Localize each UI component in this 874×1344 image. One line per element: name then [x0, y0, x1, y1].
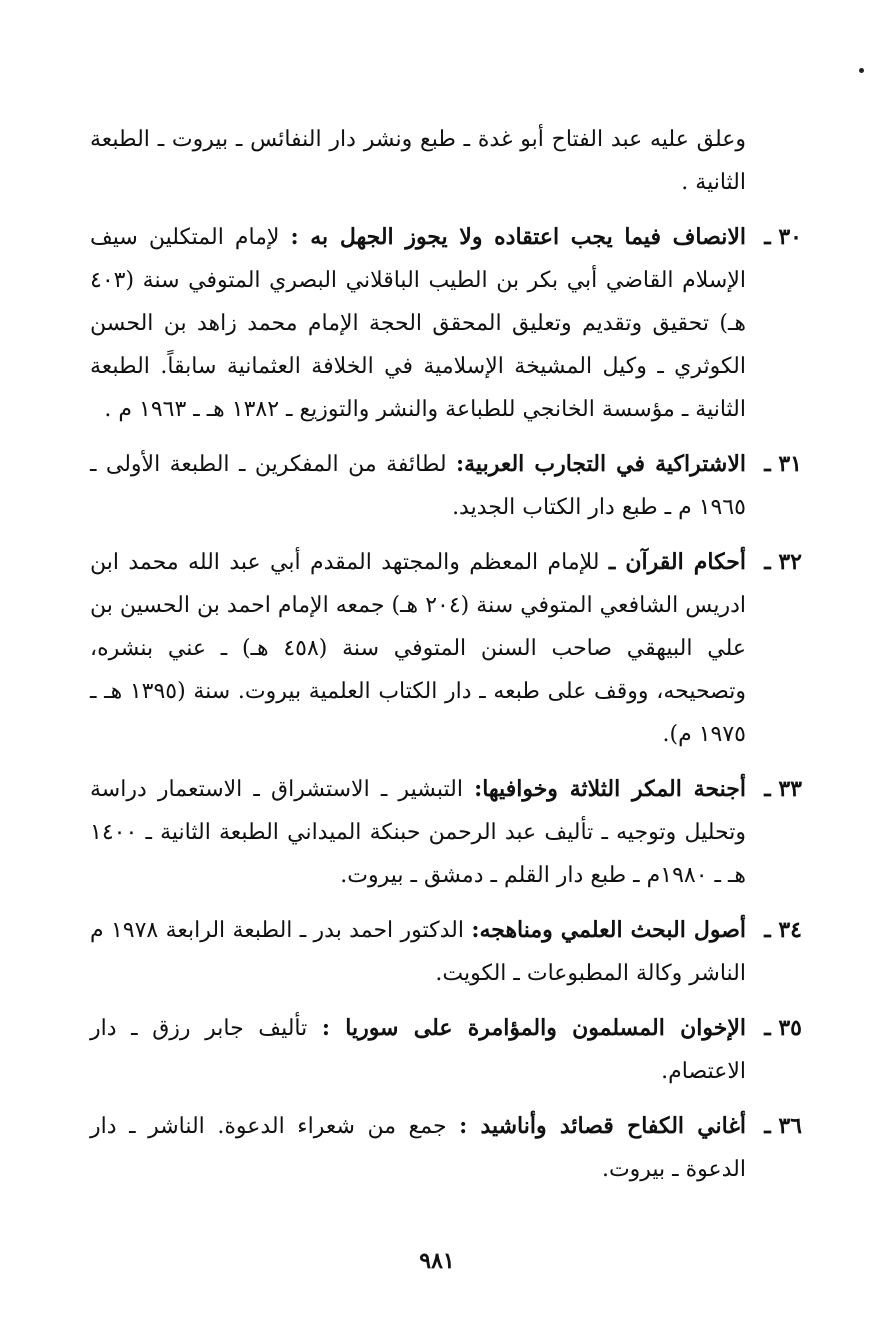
page-number: ٩٨١ [419, 1248, 455, 1274]
entry-number: ٣٥ ـ [764, 1015, 802, 1041]
entry-text: لطائفة من المفكرين ـ الطبعة الأولى ـ ١٩٦٥ م ـ طبع دار الكتاب الجديد. [90, 452, 746, 520]
entry-text: للإمام المعظم والمجتهد المقدم أبي عبد الله محمد ابن ادريس الشافعي المتوفي سنة (٢٠٤ هـ) جمعه الإمام احمد بن الحسين بن علي البيهقي صاحب السنن المتوفي سنة (٤٥٨ هـ) ـ عني بنشره، وتصحيحه، ووقف على طبعه ـ دار الكتاب العلمية بيروت. سنة (١٣٩٥ هـ ـ ١٩٧٥ م). [90, 550, 746, 747]
bibliography-entry-33 [90, 768, 802, 897]
entry-body [90, 1105, 802, 1191]
bibliography-entry-35 [90, 1007, 802, 1093]
bibliography-entry-34 [90, 909, 802, 995]
entry-text: الدكتور احمد بدر ـ الطبعة الرابعة ١٩٧٨ م الناشر وكالة المطبوعات ـ الكويت. [90, 918, 746, 986]
entry-number: ٣٤ ـ [764, 917, 802, 943]
entry-number: ٣٣ ـ [764, 776, 802, 802]
bibliography-entry-30 [90, 216, 802, 431]
bibliography-entry-36 [90, 1105, 802, 1191]
entry-text: التبشير ـ الاستشراق ـ الاستعمار دراسة وتحليل وتوجيه ـ تأليف عبد الرحمن حبنكة الميداني الطبعة الثانية ـ ١٤٠٠ هـ ـ ١٩٨٠م ـ طبع دار القلم ـ دمشق ـ بيروت. [90, 777, 746, 888]
entry-title: أجنحة المكر الثلاثة وخوافيها: [474, 776, 747, 802]
entry-number: ٣٦ ـ [764, 1113, 802, 1139]
bibliography-entry-32 [90, 541, 802, 756]
bibliography-entry-31 [90, 443, 802, 529]
entry-number: ٣٠ ـ [764, 224, 802, 250]
entry-body [90, 909, 802, 995]
entry-title: أغاني الكفاح قصائد وأناشيد : [459, 1113, 747, 1139]
entry-body [90, 443, 802, 529]
entry-body [90, 768, 802, 897]
entry-title: الإخوان المسلمون والمؤامرة على سوريا : [321, 1015, 746, 1041]
entry-text: لإمام المتكلين سيف الإسلام القاضي أبي بكر بن الطيب الباقلاني البصري المتوفي سنة (٤٠٣ هـ) تحقيق وتقديم وتعليق المحقق الحجة الإمام محمد زاهد بن الحسن الكوثري ـ وكيل المشيخة الإسلامية في الخلافة العثمانية سابقاً. الطبعة الثانية ـ مؤسسة الخانجي للطباعة والنشر والتوزيع ـ ١٣٨٢ هـ ـ ١٩٦٣ م . [90, 225, 746, 422]
entry-number: ٣١ ـ [764, 451, 802, 477]
entry-title: أصول البحث العلمي ومناهجه: [471, 917, 746, 943]
entry-body [90, 216, 802, 431]
entry-title: الانصاف فيما يجب اعتقاده ولا يجوز الجهل به : [290, 224, 746, 250]
entry-body [90, 1007, 802, 1093]
entry-body [90, 541, 802, 756]
entry-text: تأليف جابر رزق ـ دار الاعتصام. [90, 1016, 746, 1084]
entry-title: الاشتراكية في التجارب العربية: [456, 451, 746, 477]
entry-title: أحكام القرآن ـ [608, 549, 746, 575]
entry-text: جمع من شعراء الدعوة. الناشر ـ دار الدعوة ـ بيروت. [90, 1114, 746, 1182]
entry-continuation: وعلق عليه عبد الفتاح أبو غدة ـ طبع ونشر دار النفائس ـ بيروت ـ الطبعة الثانية . [90, 127, 746, 195]
page-body [90, 118, 802, 1203]
margin-dot [859, 68, 864, 73]
entry-number: ٣٢ ـ [764, 549, 802, 575]
